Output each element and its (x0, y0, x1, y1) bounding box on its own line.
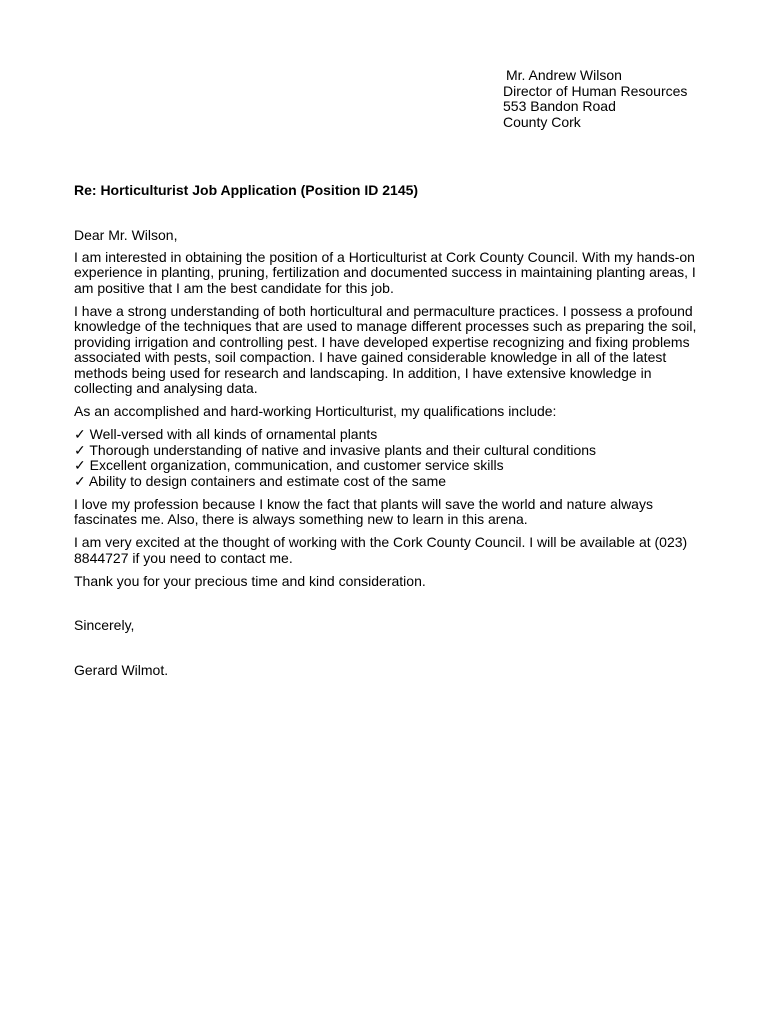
paragraph-passion: I love my profession because I know the fact that plants will save the world and nature always fascinates me. Also, there is always something new to learn in this arena. (74, 495, 653, 527)
list-item: ✓ Well-versed with all kinds of ornamental plants (74, 426, 378, 442)
list-item: ✓ Excellent organization, communication, and customer service skills (74, 457, 504, 473)
recipient-name: Mr. Andrew Wilson (506, 67, 622, 83)
recipient-county: County Cork (503, 113, 581, 130)
paragraph-skills: I have a strong understanding of both horticultural and permaculture practices. I possess a profound knowledge of the techniques that are used to manage different processes such as preparing the soil, providing irrigation and controlling pest. I have developed expertise recognizing and fixing problems associated with pests, soil compaction. I have gained considerable knowledge in all of the latest methods being used for research and landscaping. In addition, I have extensive knowledge in collecting and analysing data. (74, 302, 697, 396)
letter-body (74, 228, 704, 597)
closing: Sincerely, (74, 617, 135, 633)
qualifications-list (74, 427, 704, 489)
salutation: Dear Mr. Wilson, (74, 227, 178, 243)
recipient-street: 553 Bandon Road (503, 98, 616, 114)
paragraph-qualifications-lead: As an accomplished and hard-working Horticulturist, my qualifications include: (74, 403, 557, 419)
list-item: ✓ Thorough understanding of native and invasive plants and their cultural conditions (74, 441, 597, 458)
recipient-address (503, 68, 687, 130)
paragraph-thanks: Thank you for your precious time and kind consideration. (74, 572, 426, 589)
subject-line: Re: Horticulturist Job Application (Position ID 2145) (74, 182, 419, 198)
paragraph-contact: I am very excited at the thought of working with the Cork County Council. I will be available at (023) 8844727 if you need to contact me. (74, 534, 688, 566)
recipient-title: Director of Human Resources (503, 82, 688, 99)
list-item: ✓ Ability to design containers and estimate cost of the same (74, 472, 447, 489)
paragraph-intro: I am interested in obtaining the position of a Horticulturist at Cork County Council. With my hands-on experience in planting, pruning, fertilization and documented success in maintaining planting areas, I am positive that I am the best candidate for this job. (74, 248, 696, 296)
signature: Gerard Wilmot. (74, 662, 169, 678)
